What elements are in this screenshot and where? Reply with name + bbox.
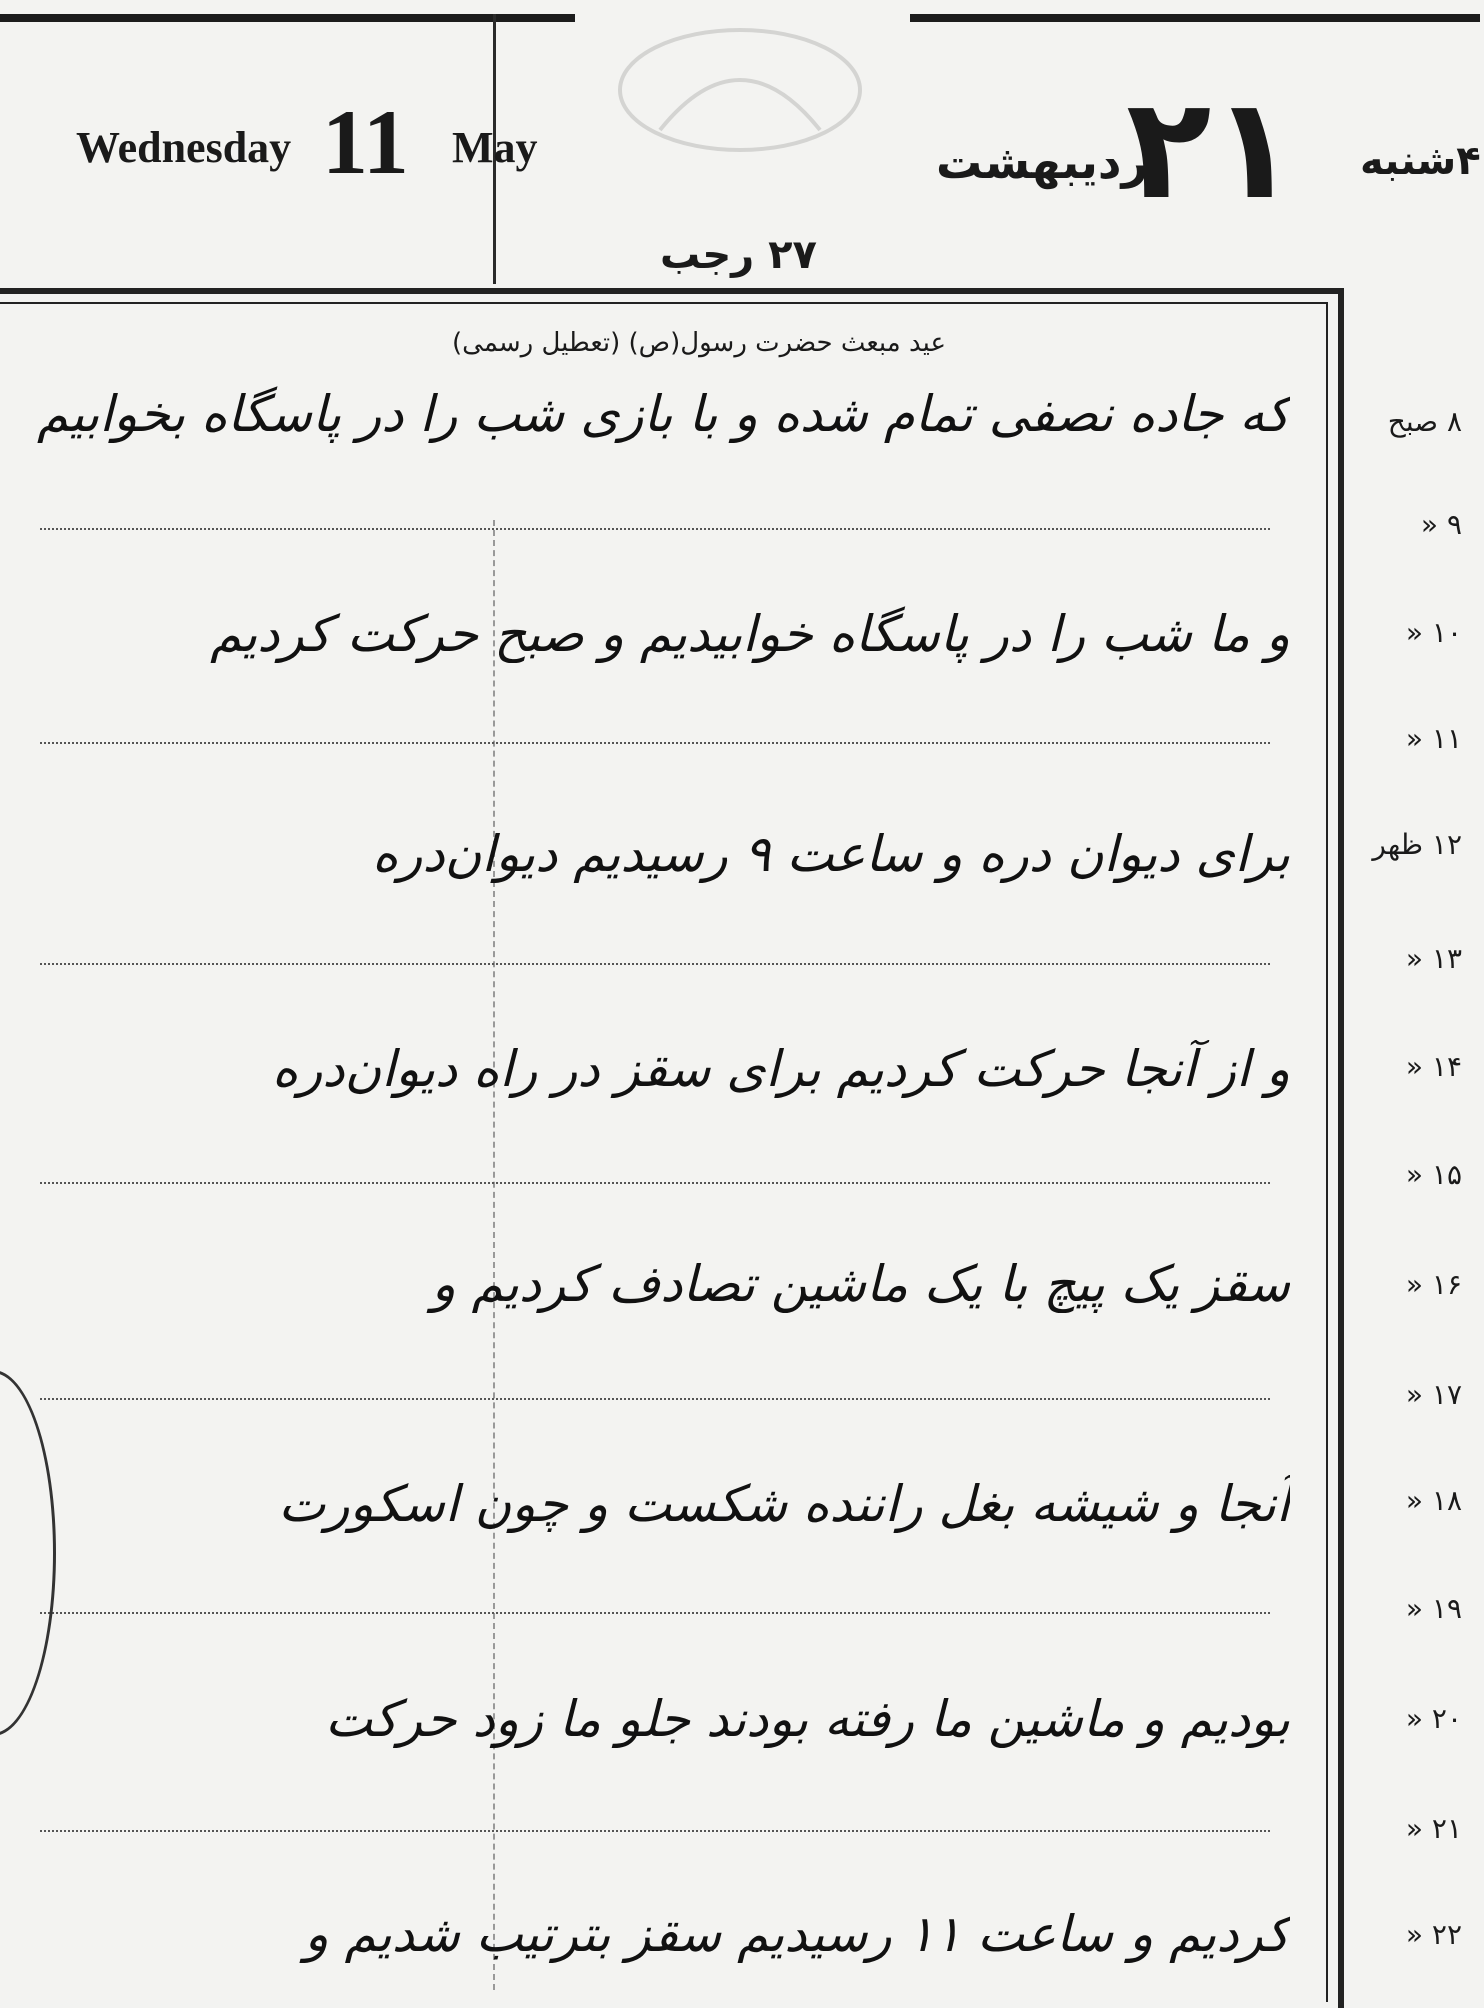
hour-label: ۱۷ « [1405, 1378, 1462, 1411]
persian-day-number: ۲۱ [1126, 68, 1297, 231]
handwritten-line: که جاده نصفی تمام شده و با بازی شب را در پاسگاه بخوابیم [37, 385, 1290, 443]
top-border [0, 14, 575, 22]
emblem-watermark-icon [600, 20, 880, 160]
persian-month: اردیبهشت [936, 135, 1164, 189]
english-day-number: 11 [322, 91, 409, 193]
hour-label: ۱۳ « [1405, 942, 1462, 975]
hour-label: ۲۰ « [1405, 1702, 1462, 1735]
hour-label: ۱۸ « [1405, 1484, 1462, 1517]
hour-label: ۱۶ « [1405, 1268, 1462, 1301]
handwritten-line: کردیم و ساعت ۱۱ رسیدیم سقز بترتیب شدیم و [304, 1905, 1290, 1963]
rule-line [40, 528, 1270, 530]
handwritten-line: سقز یک پیچ با یک ماشین تصادف کردیم و [431, 1255, 1290, 1313]
rule-line [40, 1182, 1270, 1184]
handwritten-line: و از آنجا حرکت کردیم برای سقز در راه دیوان‌دره [272, 1040, 1290, 1098]
rule-line [40, 1612, 1270, 1614]
handwritten-line: برای دیوان دره و ساعت ۹ رسیدیم دیوان‌دره [372, 825, 1290, 883]
handwritten-line: و ما شب را در پاسگاه خوابیدیم و صبح حرکت کردیم [210, 605, 1290, 663]
holiday-note: عید مبعث حضرت رسول(ص) (تعطیل رسمی) [452, 328, 946, 358]
hour-label: ۲۲ « [1405, 1918, 1462, 1951]
handwritten-line: آنجا و شیشه بغل راننده شکست و چون اسکورت [278, 1475, 1290, 1533]
hour-label: ۱۵ « [1405, 1158, 1462, 1191]
english-month: May [452, 123, 538, 172]
hour-label: ۱۴ « [1405, 1050, 1462, 1083]
hour-label: ۱۲ ظهر [1372, 828, 1462, 861]
rule-line [40, 1830, 1270, 1832]
rule-line [40, 1398, 1270, 1400]
hour-label: ۲۱ « [1405, 1812, 1462, 1845]
hour-label: ۱۹ « [1405, 1592, 1462, 1625]
persian-weekday: ۴شنبه [1360, 138, 1481, 184]
english-weekday: Wednesday [76, 123, 292, 172]
handwritten-line: بودیم و ماشین ما رفته بودند جلو ما زود حرکت [325, 1690, 1290, 1748]
rule-line [40, 742, 1270, 744]
hour-label: ۹ « [1420, 508, 1462, 541]
hour-label: ۱۰ « [1405, 616, 1462, 649]
hijri-date: ۲۷ رجب [660, 232, 817, 278]
rule-line [40, 963, 1270, 965]
hour-label: ۱۱ « [1405, 722, 1462, 755]
hour-label: ۸ صبح [1387, 405, 1462, 438]
top-border [910, 14, 1480, 22]
